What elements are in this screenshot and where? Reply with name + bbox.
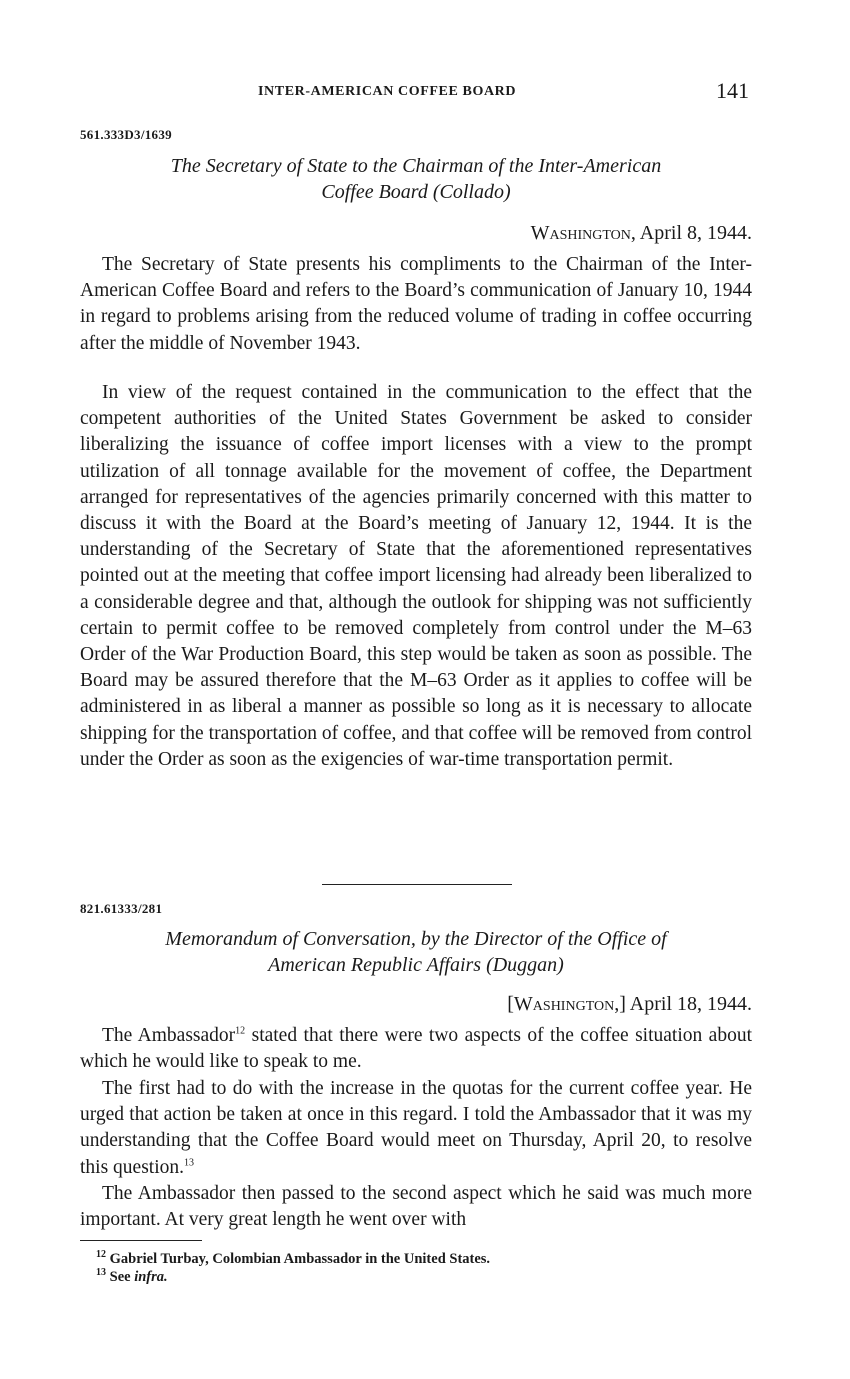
file-number-2: 821.61333/281 — [80, 901, 163, 916]
dateline-1 — [531, 222, 752, 245]
doc2-para2-text: The first had to do with the increase in the quotas for the current coffee year. He urged that action be taken at once in this regard. I told the Ambassador that it was my understanding that the Coffee Board would meet on Thursday, April 20, to resolve this question. — [80, 1078, 752, 1178]
footnote-12-marker: 12 — [96, 1249, 106, 1261]
doc1-paragraph-1: The Secretary of State presents his compliments to the Chairman of the Inter-American Coffee Board and refers to the Board’s communication of January 10, 1944 in regard to problems arising from the reduced volume of trading in coffee occurring after the middle of November 1943. — [80, 254, 752, 354]
footnote-13-prefix: See — [109, 1269, 135, 1285]
footnote-13-italic: infra. — [134, 1269, 168, 1285]
caption-1-line-1: The Secretary of State to the Chairman of the Inter-American — [170, 155, 662, 177]
footnote-12 — [96, 1250, 490, 1268]
doc2-para1-text-b: stated that there were two aspects of the coffee situation about which he would like to speak to me. — [80, 1025, 753, 1073]
caption-2-line-2: American Republic Affairs (Duggan) — [268, 954, 564, 976]
page-number: 141 — [716, 78, 749, 103]
footnote-13-marker: 13 — [96, 1267, 106, 1279]
caption-2 — [80, 926, 752, 978]
doc2-paragraph-2 — [80, 1076, 752, 1181]
section-divider — [322, 884, 512, 885]
footnote-ref-12: 12 — [235, 1025, 246, 1037]
dateline-1-date: April 8, 1944. — [639, 222, 752, 244]
running-head: INTER-AMERICAN COFFEE BOARD — [258, 84, 517, 99]
doc1-paragraph-2: In view of the request contained in the communication to the effect that the competent authorities of the United States Government be asked to consider liberalizing the issuance of coffee import licenses with a view to the prompt utilization of all tonnage available for the movement of coffee, the Department arranged for representatives of the agencies primarily concerned with this matter to discuss it with the Board at the Board’s meeting of January 12, 1944. It is the understanding of the Secretary of State that the aforementioned representatives pointed out at the meeting that coffee import licensing had already been liberalized to a considerable degree and that, although the outlook for shipping was not sufficiently certain to permit coffee to be removed completely from control under the M–63 Order of the War Production Board, this step would be taken as soon as possible. The Board may be assured therefore that the M–63 Order as it applies to coffee will be administered in as liberal a manner as possible so long as it is necessary to allocate shipping for the transportation of coffee, and that coffee will be removed from control under the Order as soon as the exigencies of war-time transportation permit. — [80, 382, 752, 770]
dateline-2-date: April 18, 1944. — [629, 993, 752, 1015]
footnote-12-text: Gabriel Turbay, Colombian Ambassador in the United States. — [109, 1251, 491, 1267]
footnote-13 — [96, 1268, 168, 1286]
doc2-paragraph-3: The Ambassador then passed to the second aspect which he said was much more important. At very great length he went over with — [80, 1183, 752, 1231]
file-number-1: 561.333D3/1639 — [80, 127, 172, 142]
dateline-1-place: Washington, — [530, 222, 636, 244]
caption-1-line-2: Coffee Board (Collado) — [321, 181, 511, 203]
caption-2-line-1: Memorandum of Conversation, by the Director of the Office of — [165, 928, 667, 950]
dateline-2 — [507, 993, 752, 1016]
footnote-rule — [80, 1240, 202, 1241]
footnote-ref-13: 13 — [184, 1157, 195, 1169]
doc2-paragraph-1 — [80, 1023, 752, 1075]
dateline-2-place: [Washington,] — [507, 993, 626, 1015]
caption-1 — [80, 153, 752, 205]
doc2-para1-text-a: The Ambassador — [102, 1025, 236, 1046]
